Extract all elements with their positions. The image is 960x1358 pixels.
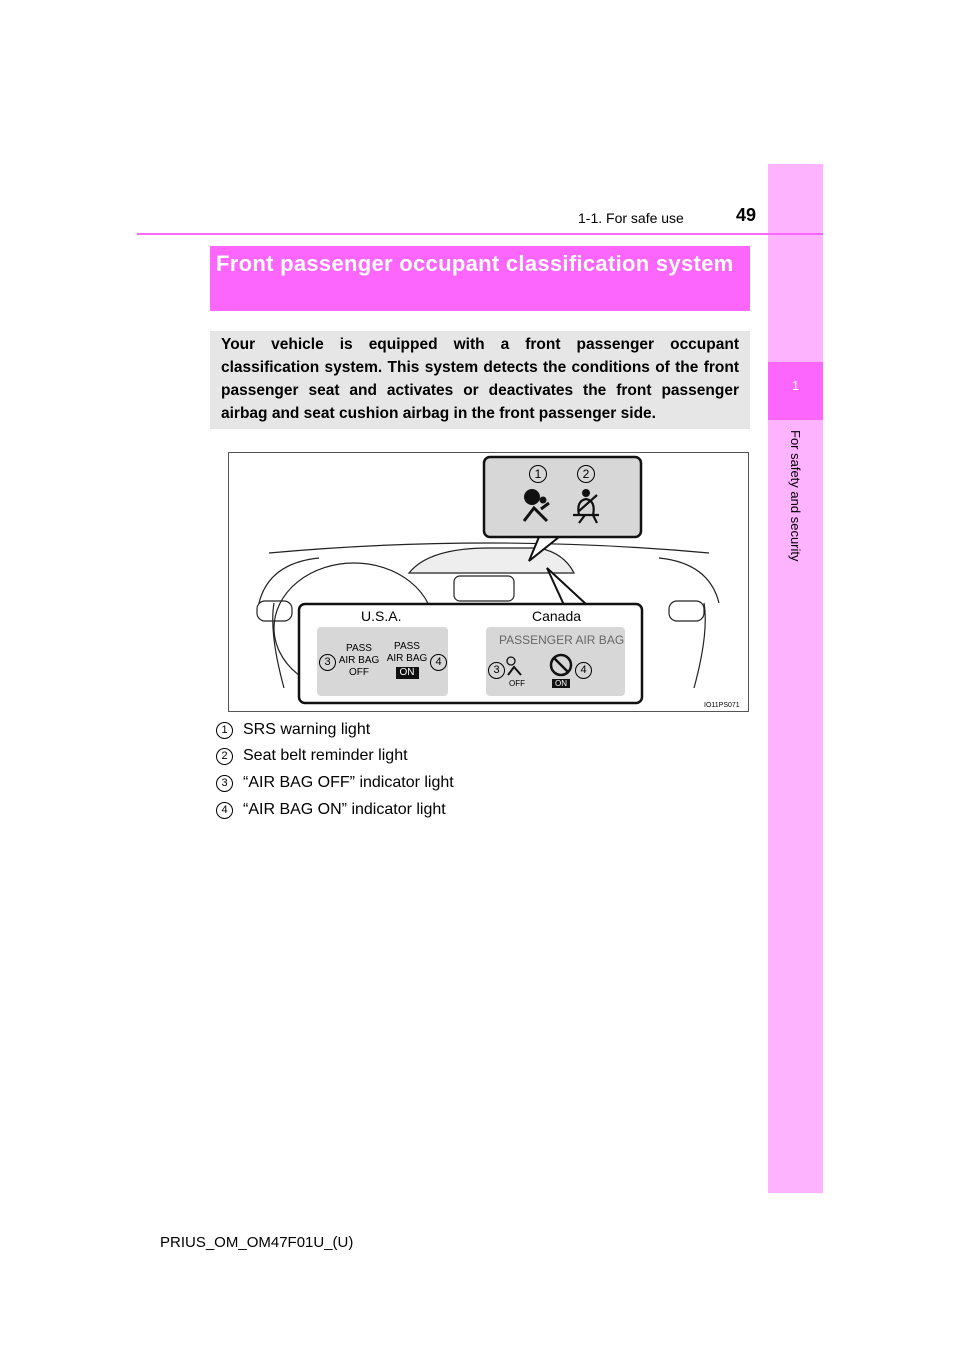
legend-text: “AIR BAG ON” indicator light — [243, 801, 446, 818]
usa-airbag-off-indicator — [337, 643, 381, 679]
legend-text: Seat belt reminder light — [243, 747, 408, 764]
legend-text: “AIR BAG OFF” indicator light — [243, 774, 454, 791]
intro-paragraph: Your vehicle is equipped with a front passenger occupant classification system. This system detects the conditions of the front passenger seat and activates or deactivates the front passenger airbag and seat cushion airbag in the front passenger side. — [210, 331, 750, 429]
usa-on-line3: ON — [396, 667, 419, 679]
legend-item — [216, 747, 408, 765]
legend-item — [216, 801, 446, 819]
usa-off-line3: OFF — [349, 667, 369, 678]
usa-label: U.S.A. — [361, 608, 402, 624]
usa-airbag-on-indicator — [385, 641, 429, 679]
figure-code: IO11PS071 — [704, 702, 740, 709]
legend-number: 2 — [216, 748, 233, 765]
callout-4-usa: 4 — [430, 654, 447, 671]
legend-number: 1 — [216, 722, 233, 739]
callout-2: 2 — [577, 465, 595, 483]
usa-off-line2: AIR BAG — [338, 655, 380, 666]
chapter-title: For safety and security — [788, 430, 803, 562]
usa-on-line2: AIR BAG — [386, 653, 428, 664]
dashboard-illustration — [228, 452, 749, 712]
legend-number: 3 — [216, 775, 233, 792]
callout-1: 1 — [529, 465, 547, 483]
canada-label: Canada — [532, 608, 582, 624]
chapter-tab: 1 — [768, 362, 823, 420]
canada-off-label: OFF — [509, 679, 525, 688]
document-code: PRIUS_OM_OM47F01U_(U) — [160, 1234, 354, 1251]
canada-on-label: ON — [552, 679, 570, 688]
legend-number: 4 — [216, 802, 233, 819]
chapter-sidebar — [768, 164, 823, 1193]
callout-3-usa: 3 — [319, 654, 336, 671]
section-heading: 1-1. For safe use — [578, 210, 684, 226]
page-number: 49 — [736, 205, 757, 225]
callout-4-canada: 4 — [575, 662, 592, 679]
usa-off-line1: PASS — [346, 643, 372, 654]
page-title: Front passenger occupant classification system — [210, 246, 750, 311]
usa-on-line1: PASS — [394, 641, 420, 652]
canada-header: PASSENGER AIR BAG — [499, 633, 625, 647]
legend-item — [216, 721, 370, 739]
legend-text: SRS warning light — [243, 721, 371, 738]
header-divider — [137, 233, 823, 235]
callout-3-canada: 3 — [488, 662, 505, 679]
legend-item — [216, 774, 454, 792]
